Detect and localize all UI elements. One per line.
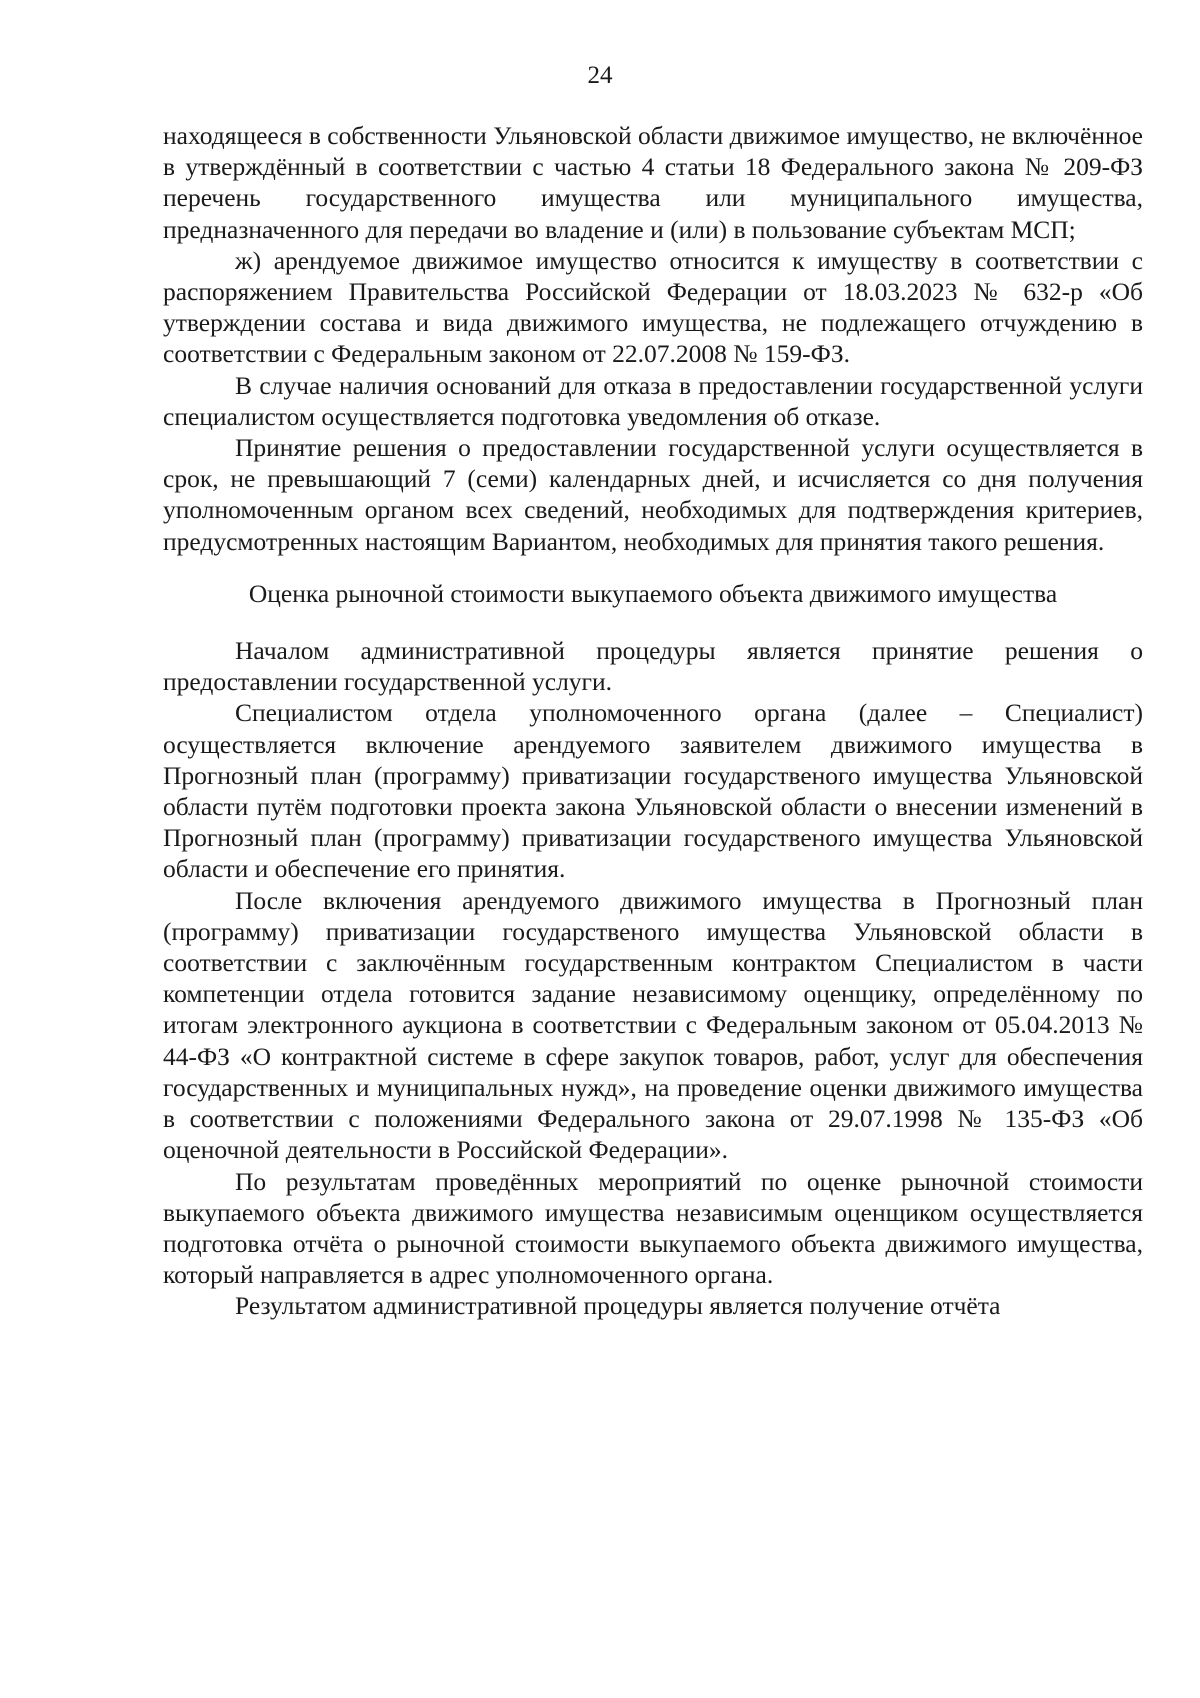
paragraph-appraiser-task: После включения арендуемого движимого имущества в Прогнозный план (программу) приватизации государственого имущества Ульяновской области в соответствии с заключённым государственным контрактом Специалистом в части компетенции отдела готовится задание независимому оценщику, определённому по итогам электронного аукциона в соответствии с Федеральным законом от 05.04.2013 № 44-ФЗ «О контрактной системе в сфере закупок товаров, работ, услуг для обеспечения государственных и муниципальных нужд», на проведение оценки движимого имущества в соответствии с положениями Федерального закона от 29.07.1998 № 135-ФЗ «Об оценочной деятельности в Российской Федерации».	[163, 885, 1143, 1165]
paragraph-decision-term: Принятие решения о предоставлении государственной услуги осуществляется в срок, не превышающий 7 (семи) календарных дней, и исчисляется со дня получения уполномоченным органом всех сведений, необходимых для подтверждения критериев, предусмотренных настоящим Вариантом, необходимых для принятия такого решения.	[163, 433, 1143, 556]
paragraph-item-zh: ж) арендуемое движимое имущество относится к имуществу в соответствии с распоряжением Правительства Российской Федерации от 18.03.2023 № 632-р «Об утверждении состава и вида движимого имущества, не подлежащего отчуждению в соответствии с Федеральным законом от 22.07.2008 № 159-ФЗ.	[163, 245, 1143, 369]
paragraph-continuation: находящееся в собственности Ульяновской области движимое имущество, не включённое в утверждённый в соответствии с частью 4 статьи 18 Федерального закона № 209-ФЗ перечень государственного имущества или муниципального имущества, предназначенного для передачи во владение и (или) в пользование субъектам МСП;	[163, 121, 1143, 244]
page-number: 24	[587, 62, 613, 89]
paragraph-privatization-plan: Специалистом отдела уполномоченного органа (далее – Специалист) осуществляется включение арендуемого заявителем движимого имущества в Прогнозный план (программу) приватизации государственого имущества Ульяновской области путём подготовки проекта закона Ульяновской области о внесении изменений в Прогнозный план (программу) приватизации государственого имущества Ульяновской области и обеспечение его принятия.	[163, 698, 1143, 884]
document-body	[163, 120, 1143, 1322]
paragraph-procedure-start: Началом административной процедуры является принятие решения о предоставлении государственной услуги.	[163, 636, 1143, 697]
paragraph-appraisal-report: По результатам проведённых мероприятий по оценке рыночной стоимости выкупаемого объекта движимого имущества независимым оценщиком осуществляется подготовка отчёта о рыночной стоимости выкупаемого объекта движимого имущества, который направляется в адрес уполномоченного органа.	[163, 1166, 1143, 1290]
section-heading: Оценка рыночной стоимости выкупаемого объекта движимого имущества	[248, 578, 1058, 608]
paragraph-refusal: В случае наличия оснований для отказа в предоставлении государственной услуги специалистом осуществляется подготовка уведомления об отказе.	[163, 370, 1143, 431]
paragraph-procedure-result: Результатом административной процедуры является получение отчёта	[235, 1291, 1001, 1321]
